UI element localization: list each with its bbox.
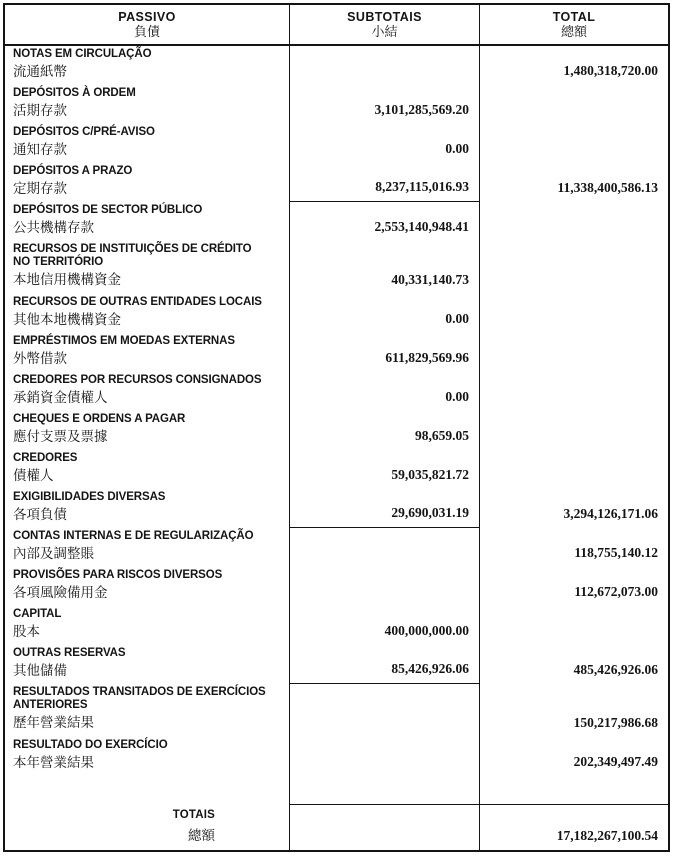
liability-label-pt: DEPÓSITOS A PRAZO [13, 165, 133, 177]
header-subtotais [289, 5, 479, 44]
total-value-cell [479, 202, 668, 241]
liability-label-pt: CREDORES POR RECURSOS CONSIGNADOS [13, 374, 262, 386]
total-value-cell: 3,294,126,171.06 [479, 489, 668, 528]
liability-label-pt: DEPÓSITOS À ORDEM [13, 87, 136, 99]
header-passivo [5, 5, 289, 44]
total-value-cell: 202,349,497.49 [479, 737, 668, 776]
liability-label-zh: 本地信用機構資金 [13, 272, 121, 288]
liability-label-cell [5, 737, 289, 776]
totals-label-cell [5, 804, 289, 850]
liability-label-pt: CAPITAL [13, 608, 62, 620]
totals-label-zh: 總額 [188, 828, 215, 844]
total-value-cell: 1,480,318,720.00 [479, 46, 668, 85]
liability-label-cell [5, 46, 289, 85]
total-value-cell [479, 85, 668, 124]
table-row [5, 46, 668, 85]
subtotal-value-cell: 0.00 [289, 294, 479, 333]
subtotal-value-cell: 0.00 [289, 124, 479, 163]
liability-label-pt: RECURSOS DE OUTRAS ENTIDADES LOCAIS [13, 296, 262, 308]
liability-label-pt: RESULTADOS TRANSITADOS DE EXERCÍCIOS [13, 686, 266, 698]
table-body [5, 46, 668, 776]
liability-label-zh: 流通紙幣 [13, 64, 67, 80]
total-value-cell [479, 372, 668, 411]
liability-label-zh: 承銷資金債權人 [13, 390, 108, 406]
liability-label-cell [5, 202, 289, 241]
liability-label-pt-line2: ANTERIORES [13, 699, 88, 711]
table-row [5, 85, 668, 124]
subtotal-value-cell: 2,553,140,948.41 [289, 202, 479, 241]
table-row [5, 528, 668, 567]
table-row [5, 163, 668, 202]
subtotal-value-cell: 3,101,285,569.20 [289, 85, 479, 124]
liability-label-pt: NOTAS EM CIRCULAÇÃO [13, 48, 152, 60]
liability-label-pt: PROVISÕES PARA RISCOS DIVERSOS [13, 569, 223, 581]
liability-label-zh: 內部及調整賬 [13, 546, 94, 562]
table-row [5, 333, 668, 372]
table-row [5, 567, 668, 606]
table-row [5, 202, 668, 241]
liability-label-zh: 其他儲備 [13, 663, 67, 679]
header-subtotais-pt: SUBTOTAIS [347, 9, 422, 24]
subtotal-value-cell: 98,659.05 [289, 411, 479, 450]
table-row [5, 684, 668, 737]
total-value-cell [479, 124, 668, 163]
table-row [5, 489, 668, 528]
liability-label-zh: 歷年營業結果 [13, 715, 94, 731]
totals-subtotal-cell [289, 804, 479, 850]
table-row [5, 606, 668, 645]
liability-label-zh: 股本 [13, 624, 40, 640]
liability-label-cell [5, 163, 289, 202]
liability-label-pt: DEPÓSITOS C/PRÉ-AVISO [13, 126, 155, 138]
subtotal-value-cell: 85,426,926.06 [289, 645, 479, 684]
header-subtotais-zh: 小結 [371, 24, 398, 40]
liability-label-zh: 各項負債 [13, 507, 67, 523]
liability-label-pt: RECURSOS DE INSTITUIÇÕES DE CRÉDITO [13, 243, 252, 255]
subtotal-value-cell [289, 46, 479, 85]
total-value-cell [479, 450, 668, 489]
liability-label-cell [5, 684, 289, 737]
header-passivo-zh: 負債 [133, 24, 160, 40]
table-row [5, 411, 668, 450]
table-row [5, 294, 668, 333]
header-passivo-pt: PASSIVO [118, 9, 176, 24]
total-value-cell: 112,672,073.00 [479, 567, 668, 606]
total-value-cell [479, 241, 668, 294]
subtotal-value-cell [289, 528, 479, 567]
table-row [5, 372, 668, 411]
header-total [479, 5, 668, 44]
liability-label-pt: EXIGIBILIDADES DIVERSAS [13, 491, 166, 503]
liability-label-cell [5, 124, 289, 163]
liability-label-pt: RESULTADO DO EXERCÍCIO [13, 739, 168, 751]
liability-label-zh: 活期存款 [13, 103, 67, 119]
total-value-cell: 11,338,400,586.13 [479, 163, 668, 202]
liability-label-zh: 各項風險備用金 [13, 585, 108, 601]
table-row [5, 124, 668, 163]
table-header [5, 5, 668, 46]
liability-label-pt-line2: NO TERRITÓRIO [13, 256, 104, 268]
liability-label-pt: OUTRAS RESERVAS [13, 647, 126, 659]
subtotal-value-cell: 40,331,140.73 [289, 241, 479, 294]
spacer-row [5, 776, 668, 804]
liability-label-cell [5, 450, 289, 489]
total-value-cell [479, 606, 668, 645]
subtotal-value-cell [289, 684, 479, 737]
liability-label-cell [5, 645, 289, 684]
totals-label-pt: TOTAIS [172, 809, 215, 821]
subtotal-value-cell: 29,690,031.19 [289, 489, 479, 528]
totals-total-cell: 17,182,267,100.54 [479, 804, 668, 850]
total-value-cell: 150,217,986.68 [479, 684, 668, 737]
liability-label-cell [5, 489, 289, 528]
liability-label-zh: 外幣借款 [13, 351, 67, 367]
liability-label-zh: 公共機構存款 [13, 220, 94, 236]
total-value-cell [479, 333, 668, 372]
liability-label-cell [5, 294, 289, 333]
liability-label-zh: 通知存款 [13, 142, 67, 158]
liability-label-pt: CREDORES [13, 452, 78, 464]
table-row [5, 737, 668, 776]
table-row [5, 450, 668, 489]
liability-label-pt: DEPÓSITOS DE SECTOR PÚBLICO [13, 204, 203, 216]
liability-label-zh: 其他本地機構資金 [13, 312, 121, 328]
liability-label-zh: 應付支票及票據 [13, 429, 108, 445]
subtotal-value-cell [289, 567, 479, 606]
liability-label-pt: EMPRÉSTIMOS EM MOEDAS EXTERNAS [13, 335, 235, 347]
subtotal-value-cell: 59,035,821.72 [289, 450, 479, 489]
total-value-cell [479, 294, 668, 333]
liability-label-zh: 債權人 [13, 468, 54, 484]
subtotal-value-cell: 400,000,000.00 [289, 606, 479, 645]
subtotal-value-cell: 0.00 [289, 372, 479, 411]
totals-row [5, 804, 668, 850]
liability-label-cell [5, 606, 289, 645]
liability-label-cell [5, 567, 289, 606]
liability-label-cell [5, 411, 289, 450]
liability-label-pt: CONTAS INTERNAS E DE REGULARIZAÇÃO [13, 530, 254, 542]
total-value-cell: 485,426,926.06 [479, 645, 668, 684]
subtotal-value-cell: 8,237,115,016.93 [289, 163, 479, 202]
liability-label-cell [5, 528, 289, 567]
table-row [5, 241, 668, 294]
liabilities-table [3, 3, 670, 852]
liability-label-cell [5, 241, 289, 294]
total-value-cell: 118,755,140.12 [479, 528, 668, 567]
header-total-pt: TOTAL [552, 9, 596, 24]
liability-label-cell [5, 85, 289, 124]
table-row [5, 645, 668, 684]
subtotal-value-cell: 611,829,569.96 [289, 333, 479, 372]
total-value-cell [479, 411, 668, 450]
subtotal-value-cell [289, 737, 479, 776]
header-total-zh: 總額 [560, 24, 587, 40]
liability-label-cell [5, 333, 289, 372]
liability-label-zh: 定期存款 [13, 181, 67, 197]
liability-label-cell [5, 372, 289, 411]
liability-label-zh: 本年營業結果 [13, 755, 94, 771]
liability-label-pt: CHEQUES E ORDENS A PAGAR [13, 413, 186, 425]
